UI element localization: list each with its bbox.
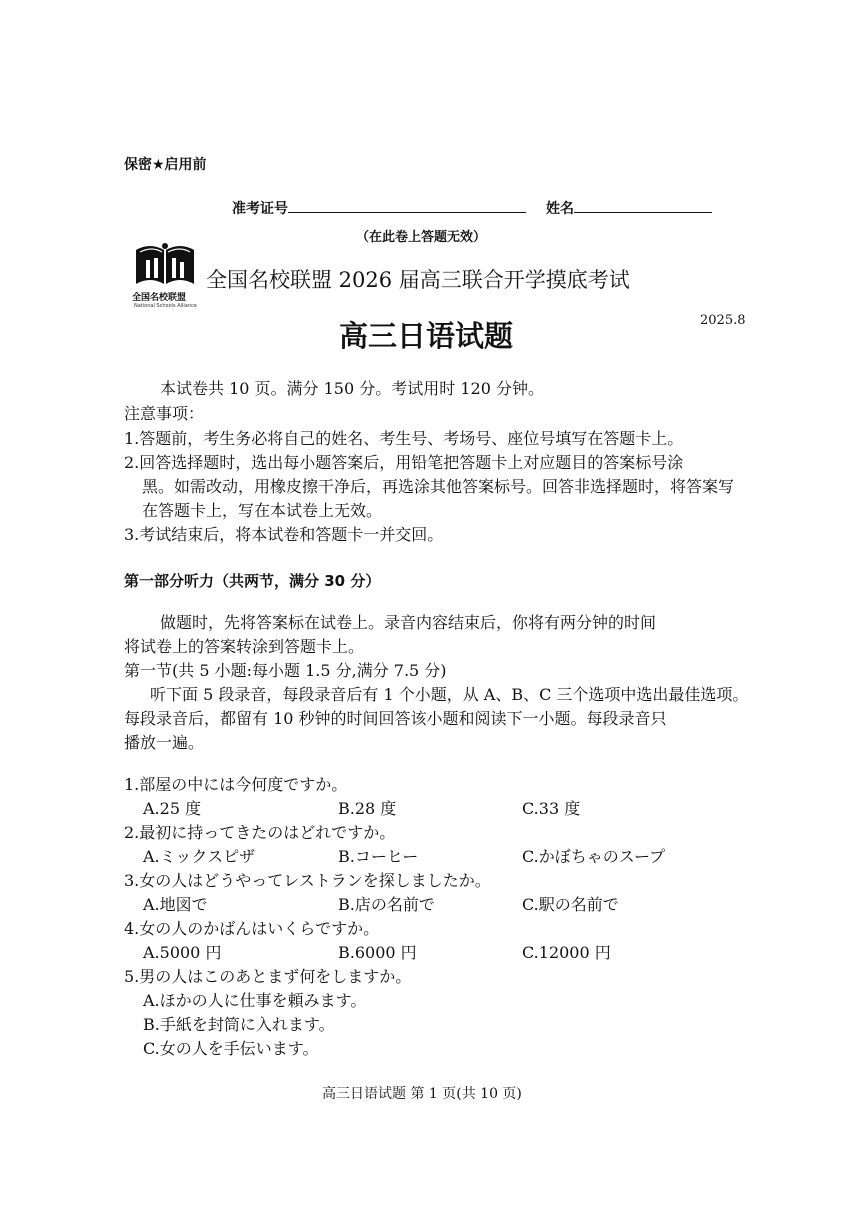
question-stem: 3.女の人はどうやってレストランを探しましたか。 [124,871,491,890]
option-a: A.ほかの人に仕事を頼みます。 [143,991,367,1010]
question-stem: 4.女の人のかばんはいくらですか。 [124,919,380,938]
exam-id-line [232,198,526,218]
name-field[interactable] [574,198,712,213]
question-stem: 1.部屋の中には今何度ですか。 [124,775,348,794]
exam-date: 2025.8 [700,313,746,328]
exam-title: 全国名校联盟 2026 届高三联合开学摸底考试 [206,268,630,292]
section1-instruction-cont: 播放一遍。 [124,733,205,752]
notice-item: 2.回答选择题时，选出每小题答案后，用铅笔把答题卡上对应题目的答案标号涂 [124,453,684,472]
notice-item: 3.考试结束后，将本试卷和答题卡一并交回。 [124,525,444,544]
option-a: A.5000 円 [143,943,222,962]
question-stem: 5.男の人はこのあとまず何をしますか。 [124,967,412,986]
part1-instruction-cont: 将试卷上的答案转涂到答题卡上。 [124,637,365,656]
invalid-note: （在此卷上答题无效） [356,230,487,245]
option-a: A.地図で [143,895,208,914]
logo-subcaption: National Schools Alliance [134,303,197,309]
logo-caption: 全国名校联盟 [132,293,187,303]
option-b: B.6000 円 [338,943,417,962]
exam-id-field[interactable] [288,198,526,213]
option-c: C.12000 円 [522,943,611,962]
option-a: A.25 度 [143,799,202,818]
exam-summary: 本试卷共 10 页。满分 150 分。考试用时 120 分钟。 [160,379,544,398]
part1-title: 第一部分听力（共两节，满分 30 分） [124,572,381,590]
question-stem: 2.最初に持ってきたのはどれですか。 [124,823,396,842]
notice-item: 1.答题前，考生务必将自己的姓名、考生号、考场号、座位号填写在答题卡上。 [124,429,684,448]
name-label: 姓名 [546,201,574,217]
notice-item-cont: 黑。如需改动，用橡皮擦干净后，再选涂其他答案标号。回答非选择题时，将答案写 [142,477,735,496]
option-a: A.ミックスピザ [143,847,256,866]
subject-title: 高三日语试题 [339,319,514,353]
option-c: C.駅の名前で [522,895,619,914]
option-b: B.コーヒー [338,847,419,866]
page-footer: 高三日语试题 第 1 页(共 10 页) [322,1086,522,1102]
option-c: C.33 度 [522,799,581,818]
section1-instruction: 听下面 5 段录音，每段录音后有 1 个小题，从 A、B、C 三个选项中选出最佳选项。 [150,685,749,704]
book-logo-icon [130,240,200,288]
option-b: B.28 度 [338,799,397,818]
logo [130,240,200,312]
notice-title: 注意事项： [124,404,205,423]
option-b: B.手紙を封筒に入れます。 [143,1015,335,1034]
name-line [546,198,712,218]
notice-item-cont: 在答题卡上，写在本试卷上无效。 [142,501,383,520]
section1-title: 第一节(共 5 小题:每小题 1.5 分,满分 7.5 分) [124,661,447,680]
option-b: B.店の名前で [338,895,435,914]
exam-id-label: 准考证号 [232,201,288,217]
option-c: C.女の人を手伝います。 [143,1039,319,1058]
confidential-label: 保密★启用前 [124,157,207,173]
option-c: C.かぼちゃのスープ [522,847,666,866]
section1-instruction-cont: 每段录音后，都留有 10 秒钟的时间回答该小题和阅读下一小题。每段录音只 [124,709,667,728]
part1-instruction: 做题时，先将答案标在试卷上。录音内容结束后，你将有两分钟的时间 [160,613,657,632]
